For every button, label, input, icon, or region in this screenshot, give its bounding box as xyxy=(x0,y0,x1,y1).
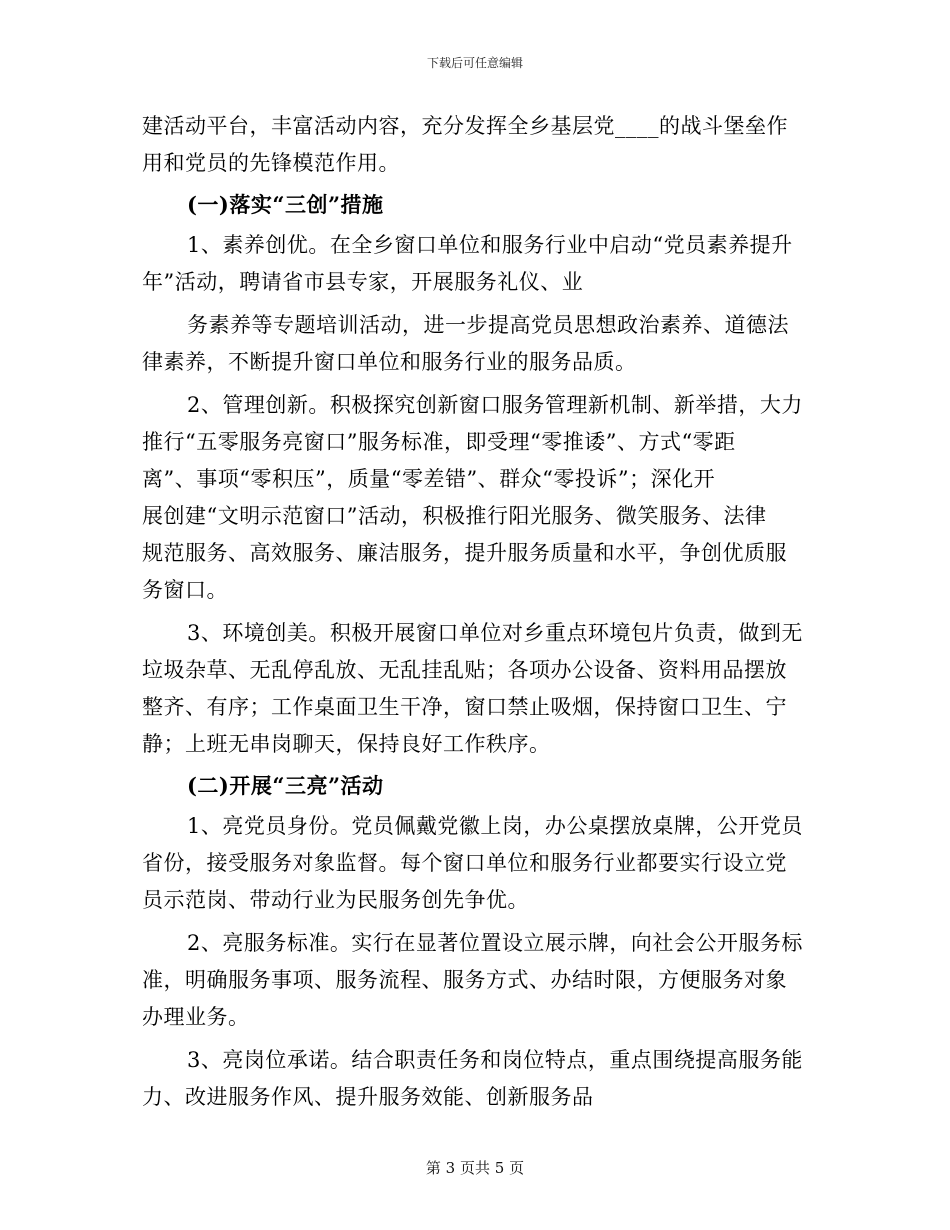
text-line: 2、管理创新。积极探究创新窗口服务管理新机制、新举措，大力 xyxy=(187,393,803,417)
text-line: 员示范岗、带动行业为民服务创先争优。 xyxy=(142,888,529,912)
section-heading: (二)开展“三亮”活动 xyxy=(187,773,384,798)
text-line: 务素养等专题培训活动，进一步提高党员思想政治素养、道德法 xyxy=(187,313,789,337)
text-line: 离”、事项“零积压”，质量“零差错”、群众“零投诉”；深化开 xyxy=(142,467,716,491)
text-line: 准，明确服务事项、服务流程、服务方式、办结时限，方便服务对象 xyxy=(142,968,787,992)
text-line: 2、亮服务标准。实行在显著位置设立展示牌，向社会公开服务标 xyxy=(187,931,803,955)
text-line: 用和党员的先锋模范作用。 xyxy=(142,151,400,175)
text-line: 办理业务。 xyxy=(142,1005,250,1029)
page-header: 下载后可任意编辑 xyxy=(426,56,523,70)
text-line: 1、素养创优。在全乡窗口单位和服务行业中启动“党员素养提升 xyxy=(187,233,793,257)
text-line: 省份，接受服务对象监督。每个窗口单位和服务行业都要实行设立党 xyxy=(142,851,787,875)
text-line: 务窗口。 xyxy=(142,578,228,602)
text-line: 3、亮岗位承诺。结合职责任务和岗位特点，重点围绕提高服务能 xyxy=(187,1048,803,1072)
document-body xyxy=(142,108,814,1116)
text-line: 律素养，不断提升窗口单位和服务行业的服务品质。 xyxy=(142,350,637,374)
text-line: 展创建“文明示范窗口”活动，积极推行阳光服务、微笑服务、法律 xyxy=(142,504,767,528)
text-line: 年”活动，聘请省市县专家，开展服务礼仪、业 xyxy=(142,270,584,294)
text-line: 力、改进服务作风、提升服务效能、创新服务品 xyxy=(142,1085,594,1109)
section-heading: (一)落实“三创”措施 xyxy=(187,192,384,217)
text-line: 垃圾杂草、无乱停乱放、无乱挂乱贴；各项办公设备、资料用品摆放 xyxy=(142,658,787,682)
text-line: 规范服务、高效服务、廉洁服务，提升服务质量和水平，争创优质服 xyxy=(142,541,787,565)
text-line: 3、环境创美。积极开展窗口单位对乡重点环境包片负责，做到无 xyxy=(187,621,803,645)
text-line: 整齐、有序；工作桌面卫生干净，窗口禁止吸烟，保持窗口卫生、宁 xyxy=(142,695,787,719)
text-line: 推行“五零服务亮窗口”服务标准，即受理“零推诿”、方式“零距 xyxy=(142,430,736,454)
text-line: 静；上班无串岗聊天，保持良好工作秩序。 xyxy=(142,732,551,756)
text-line: 建活动平台，丰富活动内容，充分发挥全乡基层党____的战斗堡垒作 xyxy=(142,114,788,138)
text-line: 1、亮党员身份。党员佩戴党徽上岗，办公桌摆放桌牌，公开党员 xyxy=(187,814,803,838)
page-footer: 第 3 页共 5 页 xyxy=(425,1159,525,1177)
